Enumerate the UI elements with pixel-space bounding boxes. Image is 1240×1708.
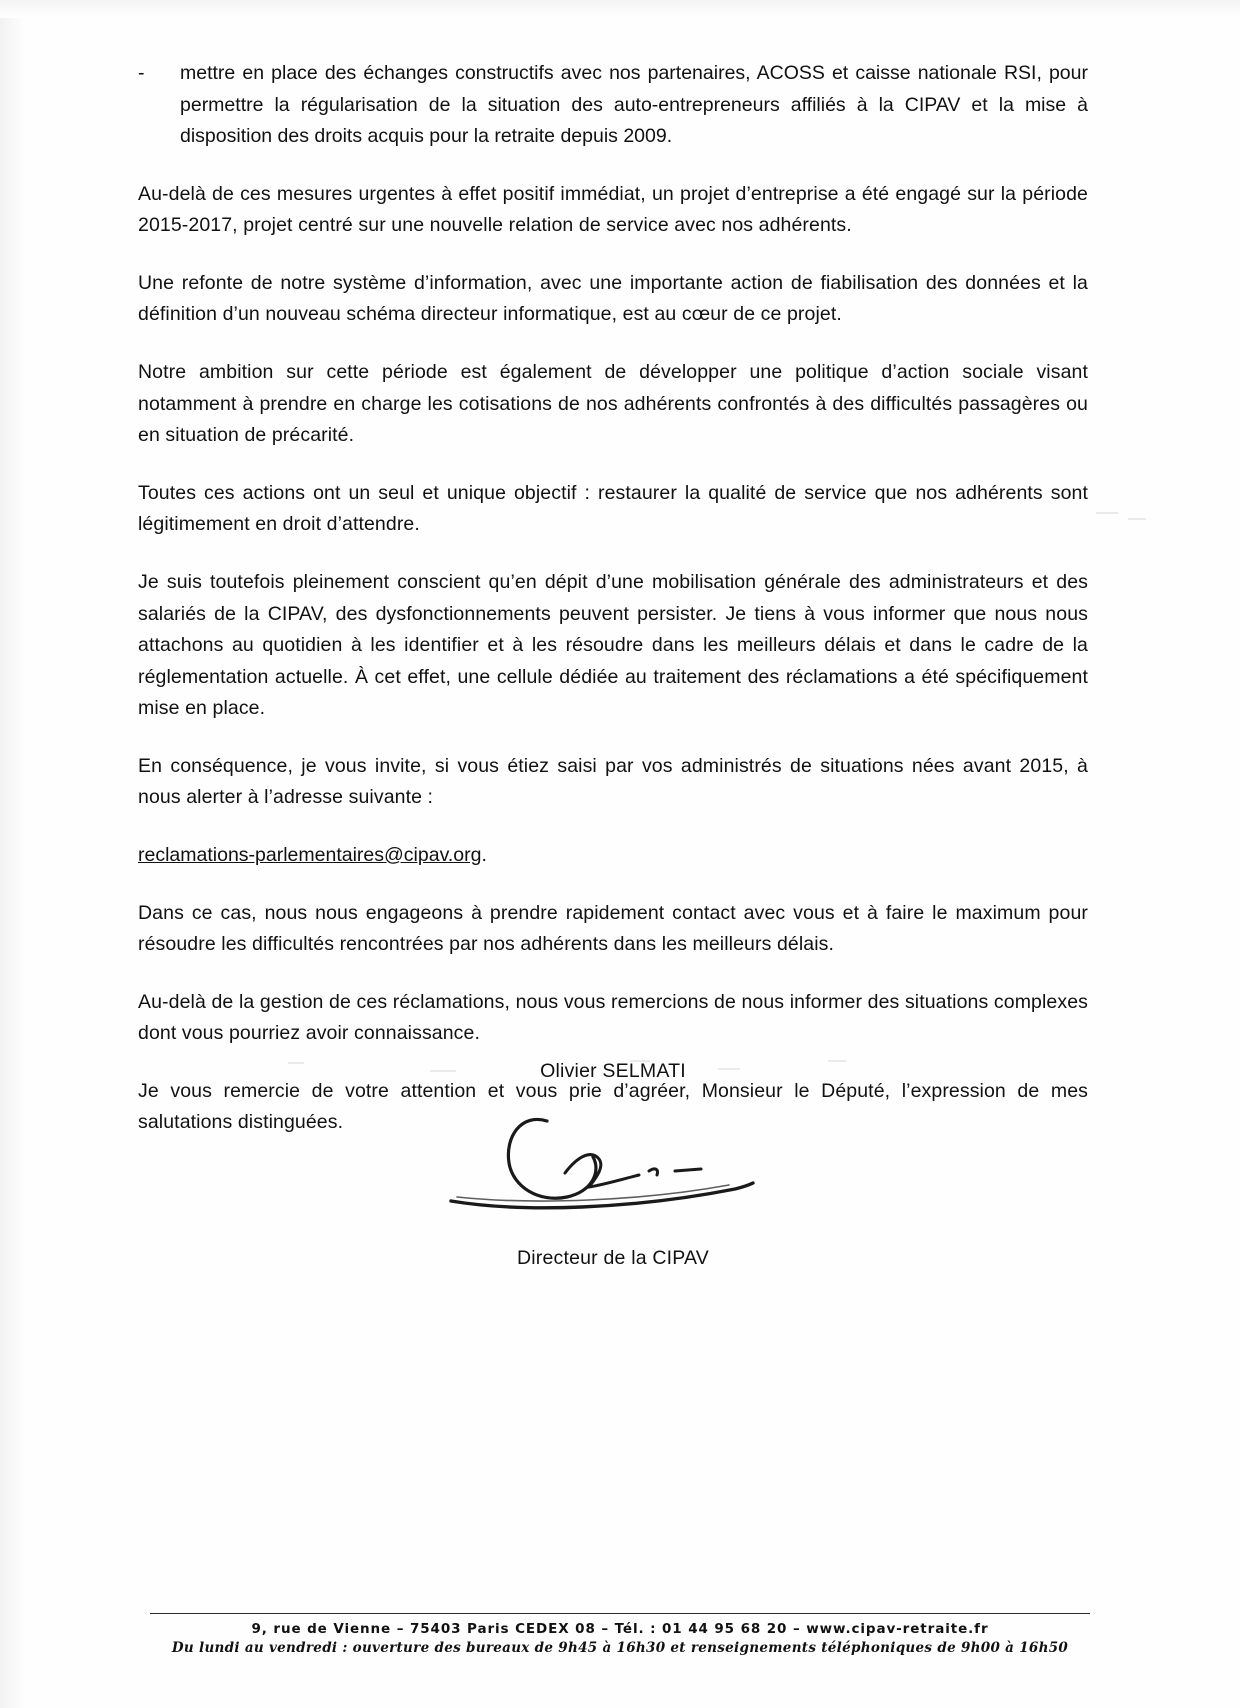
paragraph-2: Une refonte de notre système d’information, avec une importante action de fiabilisation des données et la définition d’un nouveau schéma directeur informatique, est au cœur de ce projet. xyxy=(138,271,1088,326)
scan-artifact xyxy=(1128,518,1146,520)
footer-divider xyxy=(150,1613,1090,1614)
scan-edge-top xyxy=(0,0,1240,18)
signatory-title: Directeur de la CIPAV xyxy=(516,1247,710,1269)
paragraph-6: En conséquence, je vous invite, si vous étiez saisi par vos administrés de situations nées avant 2015, à nous alerter à l’adresse suivante : xyxy=(138,754,1088,809)
handwritten-signature-icon xyxy=(138,1101,1088,1241)
paragraph-5: Je suis toutefois pleinement conscient qu’en dépit d’une mobilisation générale des administrateurs et des salariés de la CIPAV, des dysfonctionnements peuvent persister. Je tiens à vous informer que nous nous attachons au quotidien à les identifier et à les résoudre dans les meilleurs délais et dans le cadre de la réglementation actuelle. À cet effet, une cellule dédiée au traitement des réclamations a été spécifiquement mise en place. xyxy=(138,570,1088,720)
page-footer xyxy=(150,1613,1090,1656)
bullet-dash-marker: - xyxy=(138,62,145,84)
scan-edge-left xyxy=(0,0,26,1708)
paragraph-4: Toutes ces actions ont un seul et unique objectif : restaurer la qualité de service que nos adhérents sont légitimement en droit d’attendre. xyxy=(138,481,1088,536)
contact-email-line xyxy=(138,840,1088,872)
scan-artifact xyxy=(1096,512,1118,514)
footer-address-line: 9, rue de Vienne – 75403 Paris CEDEX 08 – Tél. : 01 44 95 68 20 – www.cipav-retraite.fr xyxy=(251,1621,989,1637)
paragraph-8: Au-delà de la gestion de ces réclamations, nous vous remercions de nous informer des situations complexes dont vous pourriez avoir connaissance. xyxy=(138,990,1088,1045)
footer-hours-line: Du lundi au vendredi : ouverture des bureaux de 9h45 à 16h30 et renseignements téléphoniques de 9h00 à 16h50 xyxy=(171,1640,1069,1656)
paragraph-9: Je vous remercie de votre attention et vous prie d’agréer, Monsieur le Député, l’expression de mes salutations distinguées. xyxy=(138,1079,1088,1134)
email-link[interactable]: reclamations-parlementaires@cipav.org xyxy=(138,843,482,866)
signature-block xyxy=(138,1060,1088,1270)
paragraph-7: Dans ce cas, nous nous engageons à prendre rapidement contact avec vous et à faire le maximum pour résoudre les difficultés rencontrées par nos adhérents dans les meilleurs délais. xyxy=(138,901,1088,956)
paragraph-3: Notre ambition sur cette période est également de développer une politique d’action sociale visant notamment à prendre en charge les cotisations de nos adhérents confrontés à des difficultés passagères ou en situation de précarité. xyxy=(138,361,1088,447)
signatory-name: Olivier SELMATI xyxy=(540,1060,686,1082)
bullet-text: mettre en place des échanges constructifs avec nos partenaires, ACOSS et caisse nationale RSI, pour permettre la régularisation de la situation des auto-entrepreneurs affiliés à la CIPAV et la mise à disposition des droits acquis pour la retraite depuis 2009. xyxy=(180,62,1088,148)
paragraph-1: Au-delà de ces mesures urgentes à effet positif immédiat, un projet d’entreprise a été engagé sur la période 2015-2017, projet centré sur une nouvelle relation de service avec nos adhérents. xyxy=(138,182,1088,237)
email-trailing-punctuation: . xyxy=(481,843,487,866)
letter-body xyxy=(138,58,1088,1165)
list-item xyxy=(138,58,1088,153)
